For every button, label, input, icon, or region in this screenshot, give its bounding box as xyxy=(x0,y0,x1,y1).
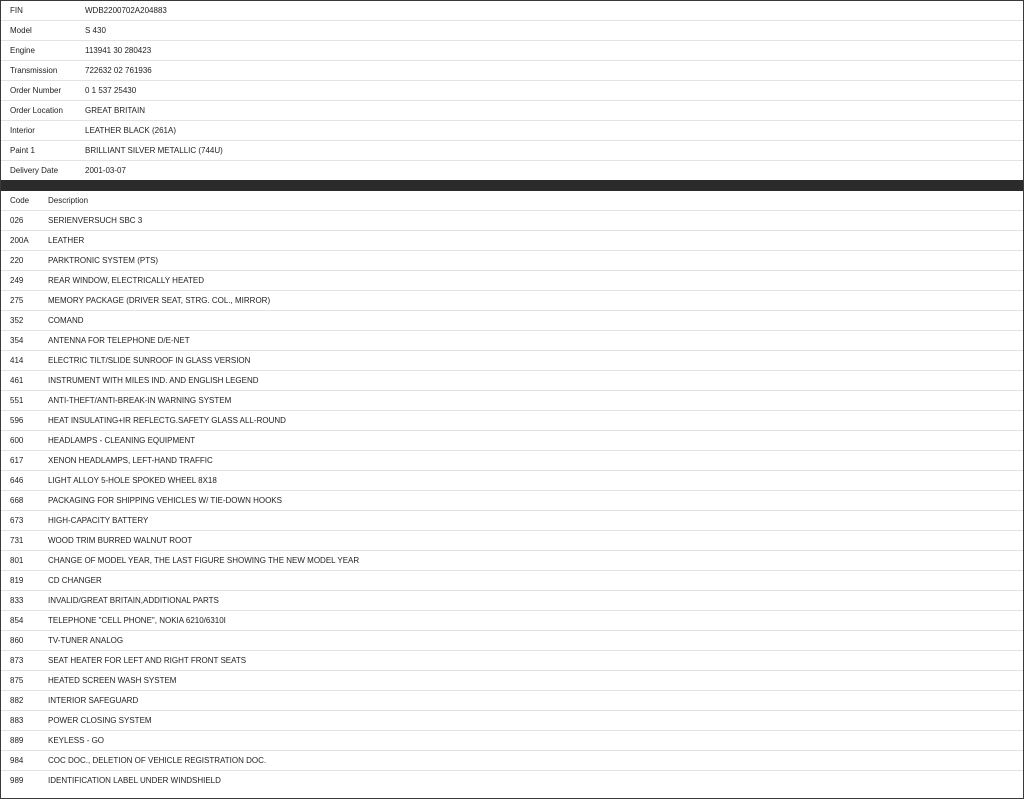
option-description: HEAT INSULATING+IR REFLECTG.SAFETY GLASS ALL-ROUND xyxy=(39,411,1023,431)
option-description: INSTRUMENT WITH MILES IND. AND ENGLISH LEGEND xyxy=(39,371,1023,391)
option-code: 600 xyxy=(1,431,39,451)
option-row xyxy=(1,651,1023,671)
option-row xyxy=(1,511,1023,531)
vehicle-info-row xyxy=(1,81,1023,101)
option-code: 882 xyxy=(1,691,39,711)
option-description: CD CHANGER xyxy=(39,571,1023,591)
option-description: SEAT HEATER FOR LEFT AND RIGHT FRONT SEATS xyxy=(39,651,1023,671)
option-description: TELEPHONE "CELL PHONE", NOKIA 6210/6310I xyxy=(39,611,1023,631)
option-code: 414 xyxy=(1,351,39,371)
vehicle-info-label: Engine xyxy=(1,41,76,61)
vehicle-info-value: WDB2200702A204883 xyxy=(76,1,1023,21)
vehicle-info-value: S 430 xyxy=(76,21,1023,41)
option-description: LEATHER xyxy=(39,231,1023,251)
vehicle-info-label: Order Location xyxy=(1,101,76,121)
option-row xyxy=(1,451,1023,471)
option-description: HEADLAMPS - CLEANING EQUIPMENT xyxy=(39,431,1023,451)
option-row xyxy=(1,751,1023,771)
option-code: 875 xyxy=(1,671,39,691)
option-row xyxy=(1,231,1023,251)
option-row xyxy=(1,531,1023,551)
option-description: HEATED SCREEN WASH SYSTEM xyxy=(39,671,1023,691)
option-code: 275 xyxy=(1,291,39,311)
option-code: 617 xyxy=(1,451,39,471)
option-row xyxy=(1,691,1023,711)
option-code: 220 xyxy=(1,251,39,271)
option-row xyxy=(1,371,1023,391)
option-code: 731 xyxy=(1,531,39,551)
vehicle-info-label: Paint 1 xyxy=(1,141,76,161)
option-row xyxy=(1,471,1023,491)
option-description: COC DOC., DELETION OF VEHICLE REGISTRATION DOC. xyxy=(39,751,1023,771)
option-code: 352 xyxy=(1,311,39,331)
option-row xyxy=(1,591,1023,611)
vehicle-info-label: Interior xyxy=(1,121,76,141)
option-row xyxy=(1,631,1023,651)
option-code: 249 xyxy=(1,271,39,291)
vehicle-info-value: 2001-03-07 xyxy=(85,166,126,175)
vehicle-info-row xyxy=(1,21,1023,41)
vehicle-info-row xyxy=(1,61,1023,81)
option-description: HIGH-CAPACITY BATTERY xyxy=(39,511,1023,531)
option-code: 026 xyxy=(1,211,39,231)
option-description: TV-TUNER ANALOG xyxy=(39,631,1023,651)
option-description: KEYLESS - GO xyxy=(39,731,1023,751)
option-code: 819 xyxy=(1,571,39,591)
option-row xyxy=(1,351,1023,371)
option-row xyxy=(1,711,1023,731)
option-description: ANTENNA FOR TELEPHONE D/E-NET xyxy=(39,331,1023,351)
vehicle-info-row xyxy=(1,101,1023,121)
option-code: 984 xyxy=(1,751,39,771)
option-row xyxy=(1,331,1023,351)
vehicle-info-label: Delivery Date xyxy=(10,166,59,175)
option-code: 668 xyxy=(1,491,39,511)
vehicle-info-label: FIN xyxy=(1,1,76,21)
option-row xyxy=(1,491,1023,511)
option-row xyxy=(1,251,1023,271)
option-description: COMAND xyxy=(39,311,1023,331)
option-row xyxy=(1,411,1023,431)
code-column-header: Code xyxy=(1,191,39,211)
vehicle-info-value: 0 1 537 25430 xyxy=(76,81,1023,101)
option-row xyxy=(1,731,1023,751)
option-row xyxy=(1,671,1023,691)
vehicle-info-label: Order Number xyxy=(1,81,76,101)
vehicle-info-row xyxy=(1,41,1023,61)
vehicle-info-row xyxy=(1,121,1023,141)
vehicle-info-row xyxy=(1,1,1023,21)
option-description: POWER CLOSING SYSTEM xyxy=(39,711,1023,731)
option-code: 596 xyxy=(1,411,39,431)
vehicle-info-label: Model xyxy=(1,21,76,41)
option-row xyxy=(1,771,1023,791)
option-description: ELECTRIC TILT/SLIDE SUNROOF IN GLASS VERSION xyxy=(39,351,1023,371)
vehicle-info-value: GREAT BRITAIN xyxy=(76,101,1023,121)
option-code: 461 xyxy=(1,371,39,391)
vehicle-info-value: LEATHER BLACK (261A) xyxy=(76,121,1023,141)
option-row xyxy=(1,291,1023,311)
option-description: INVALID/GREAT BRITAIN,ADDITIONAL PARTS xyxy=(39,591,1023,611)
option-row xyxy=(1,311,1023,331)
option-code: 873 xyxy=(1,651,39,671)
option-description: PACKAGING FOR SHIPPING VEHICLES W/ TIE-DOWN HOOKS xyxy=(39,491,1023,511)
options-table-body xyxy=(1,211,1023,791)
vehicle-info-label: Transmission xyxy=(1,61,76,81)
options-header-row xyxy=(1,191,1023,211)
option-row xyxy=(1,211,1023,231)
vehicle-info-value: 722632 02 761936 xyxy=(76,61,1023,81)
option-code: 200A xyxy=(1,231,39,251)
option-description: LIGHT ALLOY 5-HOLE SPOKED WHEEL 8X18 xyxy=(39,471,1023,491)
option-description: WOOD TRIM BURRED WALNUT ROOT xyxy=(39,531,1023,551)
option-code: 673 xyxy=(1,511,39,531)
option-description: PARKTRONIC SYSTEM (PTS) xyxy=(39,251,1023,271)
option-code: 854 xyxy=(1,611,39,631)
option-code: 833 xyxy=(1,591,39,611)
option-description: ANTI-THEFT/ANTI-BREAK-IN WARNING SYSTEM xyxy=(39,391,1023,411)
options-table xyxy=(1,191,1023,790)
option-row xyxy=(1,571,1023,591)
option-row xyxy=(1,611,1023,631)
option-description: IDENTIFICATION LABEL UNDER WINDSHIELD xyxy=(48,776,221,785)
vehicle-info-body xyxy=(1,1,1023,180)
option-row xyxy=(1,551,1023,571)
option-description: SERIENVERSUCH SBC 3 xyxy=(39,211,1023,231)
vehicle-info-row xyxy=(1,161,1023,181)
option-row xyxy=(1,271,1023,291)
vehicle-info-row xyxy=(1,141,1023,161)
option-code: 989 xyxy=(10,776,24,785)
option-row xyxy=(1,431,1023,451)
section-divider xyxy=(1,180,1023,191)
option-code: 801 xyxy=(1,551,39,571)
option-description: XENON HEADLAMPS, LEFT-HAND TRAFFIC xyxy=(39,451,1023,471)
option-description: REAR WINDOW, ELECTRICALLY HEATED xyxy=(39,271,1023,291)
option-code: 354 xyxy=(1,331,39,351)
option-description: CHANGE OF MODEL YEAR, THE LAST FIGURE SHOWING THE NEW MODEL YEAR xyxy=(39,551,1023,571)
option-code: 646 xyxy=(1,471,39,491)
option-code: 889 xyxy=(1,731,39,751)
option-code: 551 xyxy=(1,391,39,411)
description-column-header: Description xyxy=(39,191,1023,211)
option-row xyxy=(1,391,1023,411)
option-code: 883 xyxy=(1,711,39,731)
option-description: MEMORY PACKAGE (DRIVER SEAT, STRG. COL., MIRROR) xyxy=(39,291,1023,311)
option-description: INTERIOR SAFEGUARD xyxy=(39,691,1023,711)
vehicle-info-table xyxy=(1,1,1023,180)
vehicle-info-value: BRILLIANT SILVER METALLIC (744U) xyxy=(76,141,1023,161)
option-code: 860 xyxy=(1,631,39,651)
vehicle-info-value: 113941 30 280423 xyxy=(76,41,1023,61)
options-table-header xyxy=(1,191,1023,211)
